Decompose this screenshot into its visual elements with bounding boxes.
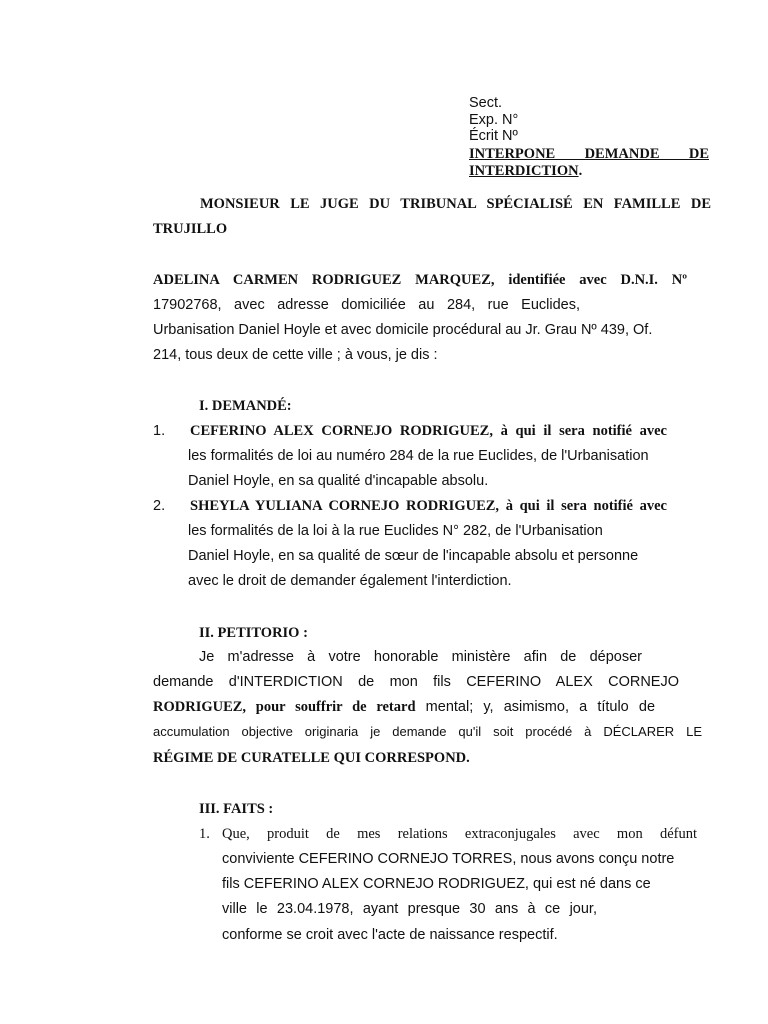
item-1-line-1: CEFERINO ALEX CORNEJO RODRIGUEZ, à qui il sera notifié avec — [190, 423, 667, 439]
applicant-line-1: ADELINA CARMEN RODRIGUEZ MARQUEZ, identifiée avec D.N.I. Nº — [153, 272, 687, 288]
ecrit-number-label: Écrit Nº — [469, 128, 518, 144]
petitorio-line-3: RODRIGUEZ, pour souffrir de retard mental; y, asimismo, a título de — [153, 699, 656, 715]
item-2-line-3: Daniel Hoyle, en sa qualité de sœur de l'incapable absolu et personne — [188, 548, 639, 564]
applicant-line-4: 214, tous deux de cette ville ; à vous, je dis : — [153, 347, 438, 363]
item-1-line-3: Daniel Hoyle, en sa qualité d'incapable absolu. — [188, 473, 489, 489]
item-1-number: 1. — [153, 423, 166, 439]
sect-label: Sect. — [469, 95, 503, 111]
subject-line-2: INTERDICTION. — [469, 163, 583, 179]
faits-line-3: fils CEFERINO ALEX CORNEJO RODRIGUEZ, qui est né dans ce — [222, 876, 651, 892]
petitorio-line-5: RÉGIME DE CURATELLE QUI CORRESPOND. — [153, 750, 470, 766]
item-2-line-1: SHEYLA YULIANA CORNEJO RODRIGUEZ, à qui il sera notifié avec — [190, 498, 667, 514]
faits-line-1: Que, produit de mes relations extraconjugales avec mon défunt — [222, 826, 697, 842]
faits-line-5: conforme se croit avec l'acte de naissance respectif. — [222, 927, 558, 943]
section-2-heading: II. PETITORIO : — [199, 625, 308, 641]
subject-line-1: INTERPONE DEMANDE DE — [469, 146, 709, 162]
faits-line-4: ville le 23.04.1978, ayant presque 30 ans à ce jour, — [222, 901, 597, 917]
section-1-heading: I. DEMANDÉ: — [199, 398, 292, 414]
applicant-line-2: 17902768, avec adresse domiciliée au 284, rue Euclides, — [153, 297, 580, 313]
faits-line-2: conviviente CEFERINO CORNEJO TORRES, nous avons conçu notre — [222, 851, 675, 867]
exp-number-label: Exp. N° — [469, 112, 519, 128]
addressee-line-1: MONSIEUR LE JUGE DU TRIBUNAL SPÉCIALISÉ EN FAMILLE DE — [200, 196, 711, 212]
faits-item-number: 1. — [199, 826, 210, 842]
section-3-heading: III. FAITS : — [199, 801, 274, 817]
petitorio-line-1: Je m'adresse à votre honorable ministère afin de déposer — [199, 649, 642, 665]
petitorio-line-2: demande d'INTERDICTION de mon fils CEFERINO ALEX CORNEJO — [153, 674, 679, 690]
item-2-line-2: les formalités de la loi à la rue Euclides N° 282, de l'Urbanisation — [188, 523, 603, 539]
item-2-line-4: avec le droit de demander également l'interdiction. — [188, 573, 512, 589]
item-1-line-2: les formalités de loi au numéro 284 de la rue Euclides, de l'Urbanisation — [188, 448, 649, 464]
petitorio-line-4: accumulation objective originaria je demande qu'il soit procédé à DÉCLARER LE — [153, 724, 702, 739]
applicant-line-3: Urbanisation Daniel Hoyle et avec domicile procédural au Jr. Grau Nº 439, Of. — [153, 322, 653, 338]
item-2-number: 2. — [153, 498, 166, 514]
addressee-line-2: TRUJILLO — [153, 221, 228, 237]
